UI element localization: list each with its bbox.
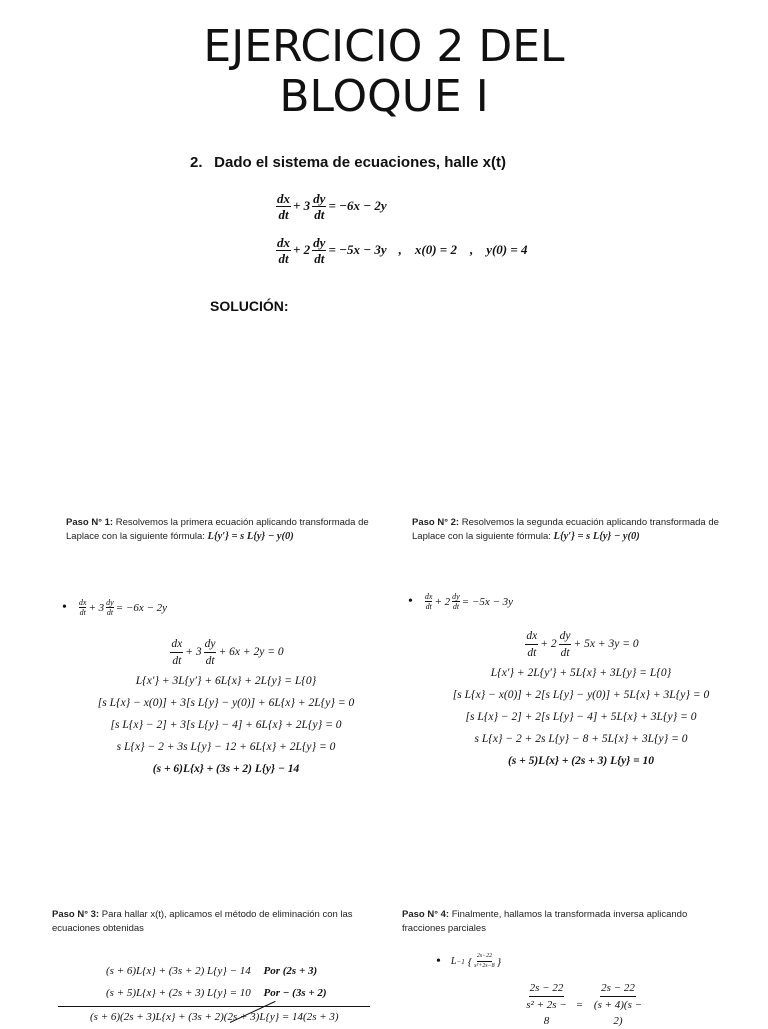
s1r-num1: dx [170, 636, 183, 653]
step1-label: Paso N° 1: [66, 517, 114, 528]
step3-row-2 [106, 982, 327, 1004]
title-line-1: EJERCICIO 2 DEL [203, 21, 565, 72]
step3-mult-2: Por − (3s + 2) [263, 987, 327, 999]
s1r-den2: dt [205, 654, 215, 667]
step2-row-2: [s L{x} − x(0)] + 2[s L{y} − y(0)] + 5L{x} + 3L{y} = 0 [452, 689, 710, 701]
solution-heading: SOLUCIÓN: [210, 298, 289, 314]
step1-row-0 [66, 634, 386, 670]
s2b-den1: dt [425, 602, 432, 611]
step3-mult-1: Por (2s + 3) [263, 965, 318, 977]
eq1-mid: + 3 [293, 198, 311, 213]
s1b-num2: dy [106, 598, 114, 607]
step2-row-1: L{x′} + 2L{y′} + 5L{x} + 3L{y} = L{0} [490, 667, 672, 679]
step2-row-0 [416, 626, 746, 662]
eq2-rhs: = −5x − 3y [328, 242, 387, 257]
equation-1 [274, 184, 528, 228]
eq2-mid: + 2 [293, 242, 311, 257]
s1b-num1: dx [78, 598, 87, 607]
s2r-den2: dt [560, 646, 570, 659]
eq2-num1: dx [277, 234, 290, 250]
bullet-icon: • [62, 599, 67, 615]
title-line-2: BLOQUE I [279, 71, 489, 122]
equation-system [274, 184, 528, 272]
inverse-laplace-symbol: L [450, 956, 457, 967]
s4b-num: 2s−22 [477, 952, 492, 962]
step1-bullet [62, 598, 167, 617]
step1-row-4: s L{x} − 2 + 3s L{y} − 12 + 6L{x} + 2L{y} = 0 [116, 741, 336, 753]
problem-text: Dado el sistema de ecuaciones, halle x(t) [214, 154, 506, 171]
inverse-exponent: −1 [456, 957, 465, 966]
s4-den2: (s + 4)(s − 2) [593, 999, 643, 1027]
step1-result: (s + 6)L{x} + (3s + 2) L{y} − 14 [152, 763, 300, 775]
step4-heading [402, 908, 728, 936]
initial-conditions: , x(0) = 2 , y(0) = 4 [398, 242, 528, 257]
s2r-num1: dx [525, 628, 538, 645]
equation-2 [274, 228, 528, 272]
s1r-rhs: + 6x + 2y = 0 [218, 646, 284, 658]
s1r-mid: + 3 [185, 646, 202, 658]
step4-fraction [520, 980, 650, 1029]
s2b-rhs: = −5x − 3y [461, 595, 514, 608]
s4-num1: 2s − 22 [529, 980, 565, 997]
step2-result: (s + 5)L{x} + (2s + 3) L{y} = 10 [507, 755, 655, 767]
problem-statement [190, 154, 506, 171]
step3-elimination [106, 960, 327, 1004]
step2-formula: L{y′} = s L{y} − y(0) [553, 531, 640, 542]
step1-row-1: L{x′} + 3L{y′} + 6L{x} + 2L{y} = L{0} [135, 675, 317, 687]
step3-eq-1: (s + 6)L{x} + (3s + 2) L{y} − 14 [106, 965, 251, 977]
step3-row-3: (s + 6)(2s + 3)L{x} + (3s + 2)(2s + 3)L{y} = 14(2s + 3) [90, 1011, 339, 1023]
eq1-num2: dy [313, 190, 326, 206]
step3-heading [52, 908, 382, 936]
s1b-mid: + 3 [88, 601, 105, 614]
step1-row-3: [s L{x} − 2] + 3[s L{y} − 4] + 6L{x} + 2L{y} = 0 [110, 719, 342, 731]
s2r-rhs: + 5x + 3y = 0 [573, 638, 639, 650]
step2-label: Paso N° 2: [412, 517, 460, 528]
step4-partial-fraction: $\frac{2s - 22}{\text{s² + 2s − 8}}$ = $\frac{2s - 22}{(s + 4)(s - 2)}$ [520, 980, 650, 1029]
problem-number: 2. [190, 154, 203, 171]
s1r-den1: dt [172, 654, 182, 667]
step4-label: Paso N° 4: [402, 909, 450, 920]
eq2-den2: dt [314, 250, 325, 266]
bullet-icon: • [436, 953, 441, 969]
s2r-mid: + 2 [540, 638, 557, 650]
eq2-den1: dt [278, 250, 289, 266]
s2b-mid: + 2 [434, 595, 451, 608]
step2-bullet [408, 592, 513, 611]
s1b-den1: dt [79, 608, 86, 617]
s1b-den2: dt [106, 608, 114, 617]
step3-row-1 [106, 960, 327, 982]
step4-text: Finalmente, hallamos la transformada inversa aplicando fracciones parciales [402, 909, 688, 934]
step4-bullet: • L −1 { $\frac{2s-22}{\text{s²+2s−8}}$ } [436, 953, 502, 969]
s2b-den2: dt [452, 602, 460, 611]
step2-row-4: s L{x} − 2 + 2s L{y} − 8 + 5L{x} + 3L{y} = 0 [474, 733, 688, 745]
s4b-den: s²+2s−8 [474, 963, 495, 969]
step2-derivation [416, 626, 746, 772]
step1-text: Resolvemos la primera ecuación aplicando transformada de Laplace con la siguiente fórmula: [66, 517, 369, 542]
eq1-num1: dx [277, 190, 290, 206]
bullet-icon: • [408, 593, 413, 609]
step1-row-2: [s L{x} − x(0)] + 3[s L{y} − y(0)] + 6L{x} + 2L{y} = 0 [97, 697, 355, 709]
step2-row-3: [s L{x} − 2] + 2[s L{y} − 4] + 5L{x} + 3L{y} = 0 [465, 711, 697, 723]
step3-sum [90, 1006, 339, 1028]
step3-label: Paso N° 3: [52, 909, 100, 920]
s1b-rhs: = −6x − 2y [115, 601, 168, 614]
eq2-num2: dy [313, 234, 326, 250]
s2r-den1: dt [527, 646, 537, 659]
step3-eq-2: (s + 5)L{x} + (2s + 3) L{y} = 10 [106, 987, 251, 999]
step1-derivation [66, 634, 386, 780]
s4-den1: s² + 2s − 8 [526, 999, 567, 1027]
s2b-num1: dx [424, 592, 433, 601]
step2-text: Resolvemos la segunda ecuación aplicando transformada de Laplace con la siguiente fórmula: [412, 517, 719, 542]
step2-heading [412, 516, 728, 544]
eq1-rhs: = −6x − 2y [328, 198, 387, 213]
s1r-num2: dy [204, 636, 217, 653]
eq1-den1: dt [278, 206, 289, 222]
s2r-num2: dy [559, 628, 572, 645]
step1-formula: L{y′} = s L{y} − y(0) [207, 531, 294, 542]
s2b-num2: dy [452, 592, 460, 601]
page-title [0, 22, 768, 122]
step3-text: Para hallar x(t), aplicamos el método de eliminación con las ecuaciones obtenidas [52, 909, 353, 934]
eq1-den2: dt [314, 206, 325, 222]
step1-heading [66, 516, 386, 544]
s4-num2: 2s − 22 [600, 980, 636, 997]
